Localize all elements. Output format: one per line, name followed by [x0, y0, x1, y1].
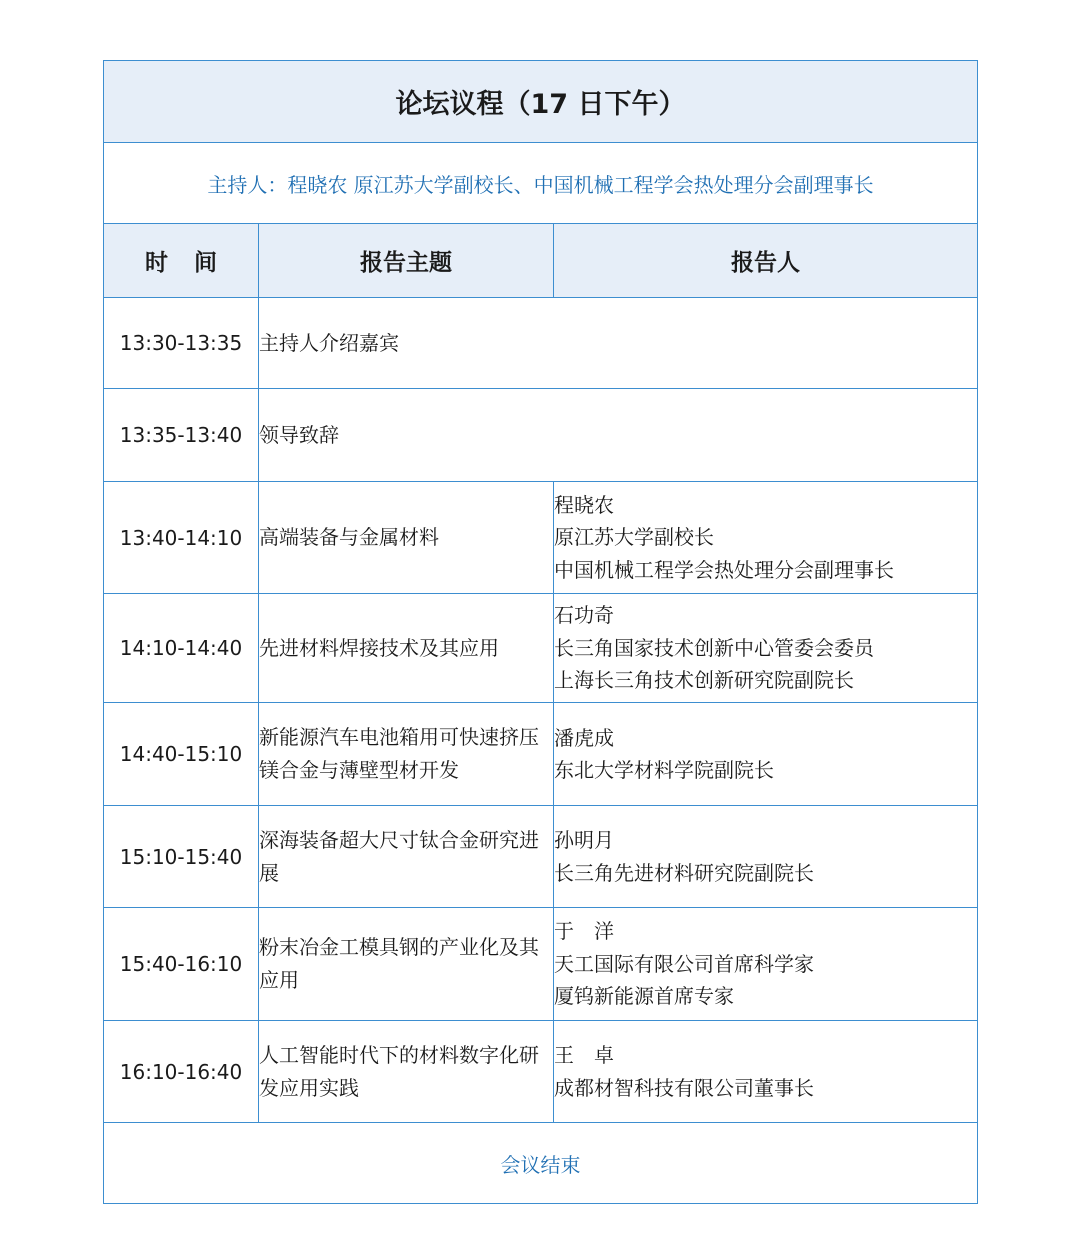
- session-topic: 高端装备与金属材料: [259, 482, 554, 594]
- session-topic: 领导致辞: [259, 389, 978, 482]
- title-row: [104, 61, 978, 143]
- host-info: 主持人：程晓农 原江苏大学副校长、中国机械工程学会热处理分会副理事长: [104, 143, 978, 224]
- table-row: [104, 806, 978, 908]
- table-row: [104, 1021, 978, 1123]
- session-time: 14:10-14:40: [104, 594, 259, 703]
- table-row: [104, 908, 978, 1021]
- agenda-table: [103, 60, 978, 1204]
- session-topic: 主持人介绍嘉宾: [259, 298, 978, 389]
- table-row: [104, 389, 978, 482]
- speaker-name: 孙明月: [554, 828, 614, 852]
- session-time: 13:40-14:10: [104, 482, 259, 594]
- speaker-title: 中国机械工程学会热处理分会副理事长: [554, 557, 894, 582]
- table-row: [104, 594, 978, 703]
- session-time: 15:10-15:40: [104, 806, 259, 908]
- time-header-char-2: 间: [194, 250, 217, 276]
- column-header-topic: 报告主题: [259, 224, 554, 298]
- speaker-title: 上海长三角技术创新研究院副院长: [554, 668, 854, 693]
- speaker-name: 石功奇: [554, 603, 614, 628]
- footer-row: [104, 1123, 978, 1204]
- speaker-name: 王 卓: [554, 1043, 614, 1067]
- meeting-end-label: 会议结束: [104, 1123, 978, 1204]
- session-speaker: [554, 482, 978, 594]
- table-row: [104, 298, 978, 389]
- speaker-title: 东北大学材料学院副院长: [554, 758, 774, 782]
- column-header-speaker: 报告人: [554, 224, 978, 298]
- speaker-name: 潘虎成: [554, 725, 614, 750]
- speaker-title: 长三角国家技术创新中心管委会委员: [554, 635, 874, 660]
- speaker-name: 程晓农: [554, 492, 614, 517]
- column-header-time: [104, 224, 259, 298]
- speaker-name: 于 洋: [554, 919, 614, 944]
- session-topic: 新能源汽车电池箱用可快速挤压镁合金与薄壁型材开发: [259, 703, 554, 806]
- session-speaker: [554, 703, 978, 806]
- agenda-title: 论坛议程（17 日下午）: [104, 61, 978, 143]
- session-time: 13:30-13:35: [104, 298, 259, 389]
- session-topic: 粉末冶金工模具钢的产业化及其应用: [259, 908, 554, 1021]
- session-topic: 人工智能时代下的材料数字化研发应用实践: [259, 1021, 554, 1123]
- speaker-title: 成都材智科技有限公司董事长: [554, 1075, 814, 1100]
- time-header-char-1: 时: [145, 250, 168, 276]
- session-topic: 深海装备超大尺寸钛合金研究进展: [259, 806, 554, 908]
- column-header-row: [104, 224, 978, 298]
- speaker-title: 长三角先进材料研究院副院长: [554, 860, 814, 885]
- session-speaker: [554, 594, 978, 703]
- speaker-title: 厦钨新能源首席专家: [554, 984, 734, 1009]
- session-speaker: [554, 806, 978, 908]
- session-time: 15:40-16:10: [104, 908, 259, 1021]
- session-time: 13:35-13:40: [104, 389, 259, 482]
- session-speaker: [554, 1021, 978, 1123]
- host-row: [104, 143, 978, 224]
- session-speaker: [554, 908, 978, 1021]
- speaker-title: 天工国际有限公司首席科学家: [554, 951, 814, 976]
- session-topic: 先进材料焊接技术及其应用: [259, 594, 554, 703]
- table-row: [104, 482, 978, 594]
- table-row: [104, 703, 978, 806]
- speaker-title: 原江苏大学副校长: [554, 525, 714, 550]
- session-time: 14:40-15:10: [104, 703, 259, 806]
- session-time: 16:10-16:40: [104, 1021, 259, 1123]
